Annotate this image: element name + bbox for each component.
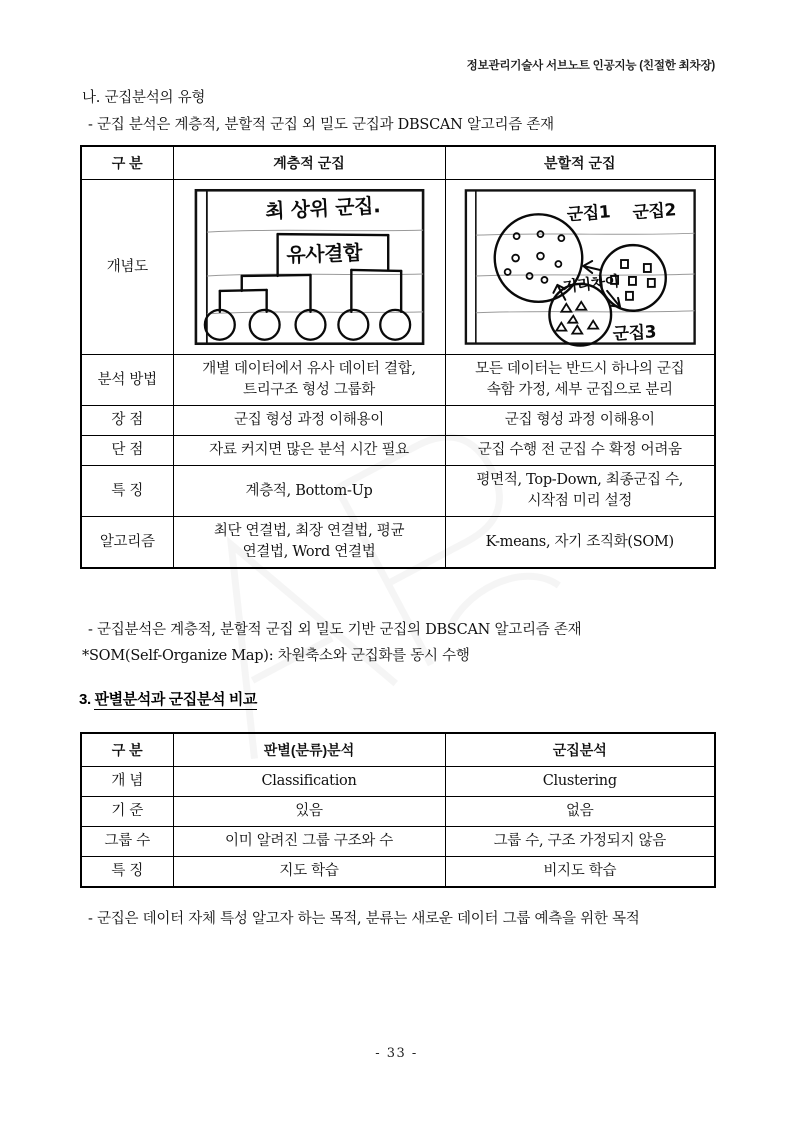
row-label-method: 분석 방법 <box>81 355 173 406</box>
section-3-heading <box>79 688 257 709</box>
sketch-label-top-cluster: 최 상위 군집. <box>264 194 381 224</box>
cell-characteristic-discriminant: 지도 학습 <box>173 857 445 888</box>
sketch-label-cluster-3: 군집3 <box>611 321 657 344</box>
row-label-criteria: 기 준 <box>81 797 173 827</box>
row-label-algorithm: 알고리즘 <box>81 517 173 569</box>
row-label-concept-diagram: 개념도 <box>81 180 173 355</box>
cell-line: 모든 데이터는 반드시 하나의 군집 <box>475 361 685 378</box>
running-header: 정보관리기술사 서브노트 인공지능 (친절한 최차장) <box>466 60 715 72</box>
table-row-concept <box>81 767 715 797</box>
cell-disadvantage-hierarchical: 자료 커지면 많은 분석 시간 필요 <box>173 436 445 466</box>
row-label-characteristic: 특 징 <box>81 857 173 888</box>
table-header-row <box>81 733 715 767</box>
cell-criteria-discriminant: 있음 <box>173 797 445 827</box>
table-discriminant-vs-cluster <box>80 732 716 888</box>
closing-bullet: - 군집은 데이터 자체 특성 알고자 하는 목적, 분류는 새로운 데이터 그룹 예측을 위한 목적 <box>88 911 640 927</box>
cell-line: 개별 데이터에서 유사 데이터 결합, <box>202 361 416 378</box>
cell-method-partitional <box>445 355 715 406</box>
table-row-characteristic <box>81 466 715 517</box>
cell-characteristic-partitional <box>445 466 715 517</box>
sketch-label-cluster-1: 군집1 <box>565 201 611 225</box>
cell-advantage-hierarchical: 군집 형성 과정 이해용이 <box>173 406 445 436</box>
cell-characteristic-hierarchical: 계층적, Bottom-Up <box>173 466 445 517</box>
table-row-group-count <box>81 827 715 857</box>
col-header-discriminant: 판별(분류)분석 <box>173 733 445 767</box>
note-dbscan: - 군집분석은 계층적, 분할적 군집 외 밀도 기반 군집의 DBSCAN 알고리즘 존재 <box>88 622 582 638</box>
cell-group-count-clustering: 그룹 수, 구조 가정되지 않음 <box>445 827 715 857</box>
col-header-partitional: 분할적 군집 <box>445 146 715 180</box>
col-header-division: 구 분 <box>81 146 173 180</box>
note-som: *SOM(Self-Organize Map): 차원축소와 군집화를 동시 수행 <box>82 648 470 664</box>
table-row-advantage <box>81 406 715 436</box>
table-row-method <box>81 355 715 406</box>
row-label-advantage: 장 점 <box>81 406 173 436</box>
cell-algorithm-hierarchical <box>173 517 445 569</box>
table-row-concept-diagram <box>81 180 715 355</box>
cell-line: 속함 가정, 세부 군집으로 분리 <box>486 382 673 399</box>
cell-criteria-clustering: 없음 <box>445 797 715 827</box>
cell-concept-discriminant: Classification <box>173 767 445 797</box>
cell-algorithm-partitional: K-means, 자기 조직화(SOM) <box>445 517 715 569</box>
section-3-number: 3. <box>79 691 95 708</box>
hierarchical-dendrogram-sketch <box>174 180 445 354</box>
cell-partitional-diagram <box>445 180 715 355</box>
bullet-cluster-types: - 군집 분석은 계층적, 분할적 군집 외 밀도 군집과 DBSCAN 알고리즘 존재 <box>88 117 554 133</box>
table-row-algorithm <box>81 517 715 569</box>
cell-line: 트리구조 형성 그룹화 <box>243 382 375 399</box>
cell-line: 연결법, Word 연결법 <box>242 544 376 561</box>
col-header-division: 구 분 <box>81 733 173 767</box>
cell-disadvantage-partitional: 군집 수행 전 군집 수 확정 어려움 <box>445 436 715 466</box>
heading-na: 나. 군집분석의 유형 <box>82 90 206 106</box>
table-row-characteristic <box>81 857 715 888</box>
page-number: - 33 - <box>375 1046 418 1061</box>
sketch-label-similar-merge: 유사결합 <box>285 241 362 268</box>
table-header-row <box>81 146 715 180</box>
cell-method-hierarchical <box>173 355 445 406</box>
table-cluster-types <box>80 145 716 569</box>
row-label-characteristic: 특 징 <box>81 466 173 517</box>
row-label-disadvantage: 단 점 <box>81 436 173 466</box>
cell-group-count-discriminant: 이미 알려진 그룹 구조와 수 <box>173 827 445 857</box>
row-label-concept: 개 념 <box>81 767 173 797</box>
section-3-title: 판별분석과 군집분석 비교 <box>94 691 258 708</box>
row-label-group-count: 그룹 수 <box>81 827 173 857</box>
cell-advantage-partitional: 군집 형성 과정 이해용이 <box>445 406 715 436</box>
partitional-clusters-sketch <box>446 180 715 354</box>
cell-concept-clustering: Clustering <box>445 767 715 797</box>
cell-line: 최단 연결법, 최장 연결법, 평균 <box>213 523 405 540</box>
cell-line: 평면적, Top-Down, 최종군집 수, <box>476 472 684 489</box>
table-row-criteria <box>81 797 715 827</box>
cell-line: 시작점 미리 설정 <box>527 493 633 510</box>
sketch-label-cluster-2: 군집2 <box>631 199 677 223</box>
cell-characteristic-clustering: 비지도 학습 <box>445 857 715 888</box>
table-row-disadvantage <box>81 436 715 466</box>
cell-hierarchical-diagram <box>173 180 445 355</box>
col-header-hierarchical: 계층적 군집 <box>173 146 445 180</box>
col-header-clustering: 군집분석 <box>445 733 715 767</box>
sketch-label-distance: 거리차이 <box>561 272 620 297</box>
